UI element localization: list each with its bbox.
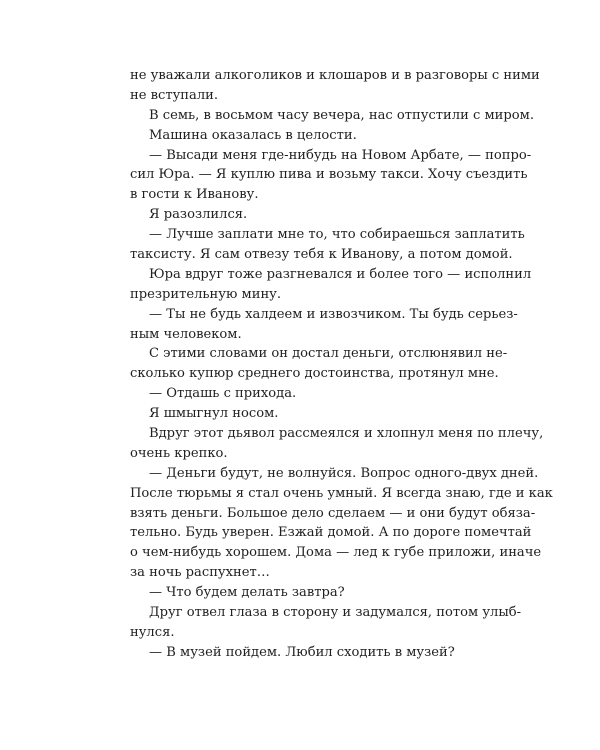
text-line: нулся.: [130, 624, 175, 640]
text-line: не вступали.: [130, 87, 219, 103]
text-line: за ночь распухнет…: [130, 565, 270, 581]
text-line: очень крепко.: [130, 445, 228, 461]
text-line: взять деньги. Большое дело сделаем — и они будут обяза-: [130, 505, 536, 521]
text-line: С этими словами он достал деньги, отслюнявил не-: [149, 346, 508, 362]
text-line: Друг отвел глаза в сторону и задумался, потом улыб-: [149, 605, 522, 621]
text-line: сколько купюр среднего достоинства, протянул мне.: [130, 366, 499, 382]
text-line: Я разозлился.: [149, 207, 248, 223]
text-line: — Лучше заплати мне то, что собираешься заплатить: [149, 227, 525, 243]
text-line: таксисту. Я сам отвезу тебя к Иванову, а потом домой.: [130, 247, 513, 263]
body-text: [130, 66, 553, 663]
text-line: — В музей пойдем. Любил сходить в музей?: [149, 644, 455, 660]
text-line: ным человеком.: [130, 326, 242, 342]
text-line: После тюрьмы я стал очень умный. Я всегда знаю, где и как: [130, 485, 553, 501]
text-line: — Высади меня где-нибудь на Новом Арбате, — попро-: [149, 147, 532, 163]
text-line: о чем-нибудь хорошем. Дома — лед к губе приложи, иначе: [130, 545, 542, 561]
text-line: Машина оказалась в целости.: [149, 127, 357, 143]
text-line: — Что будем делать завтра?: [149, 585, 345, 601]
text-line: В семь, в восьмом часу вечера, нас отпустили с миром.: [149, 107, 534, 123]
text-line: — Ты не будь халдеем и извозчиком. Ты будь серьез-: [149, 306, 518, 322]
text-line: Я шмыгнул носом.: [149, 406, 279, 422]
text-line: сил Юра. — Я куплю пива и возьму такси. Хочу съездить: [130, 167, 528, 183]
text-line: не уважали алкоголиков и клошаров и в разговоры с ними: [130, 68, 540, 83]
text-line: Вдруг этот дьявол рассмеялся и хлопнул меня по плечу,: [149, 426, 544, 442]
text-line: в гости к Иванову.: [130, 187, 259, 203]
text-line: презрительную мину.: [130, 286, 282, 302]
text-line: тельно. Будь уверен. Езжай домой. А по дороге помечтай: [130, 525, 532, 541]
text-line: — Деньги будут, не волнуйся. Вопрос одного-двух дней.: [149, 465, 539, 481]
text-line: — Отдашь с прихода.: [149, 386, 297, 402]
text-line: Юра вдруг тоже разгневался и более того — исполнил: [149, 266, 532, 282]
